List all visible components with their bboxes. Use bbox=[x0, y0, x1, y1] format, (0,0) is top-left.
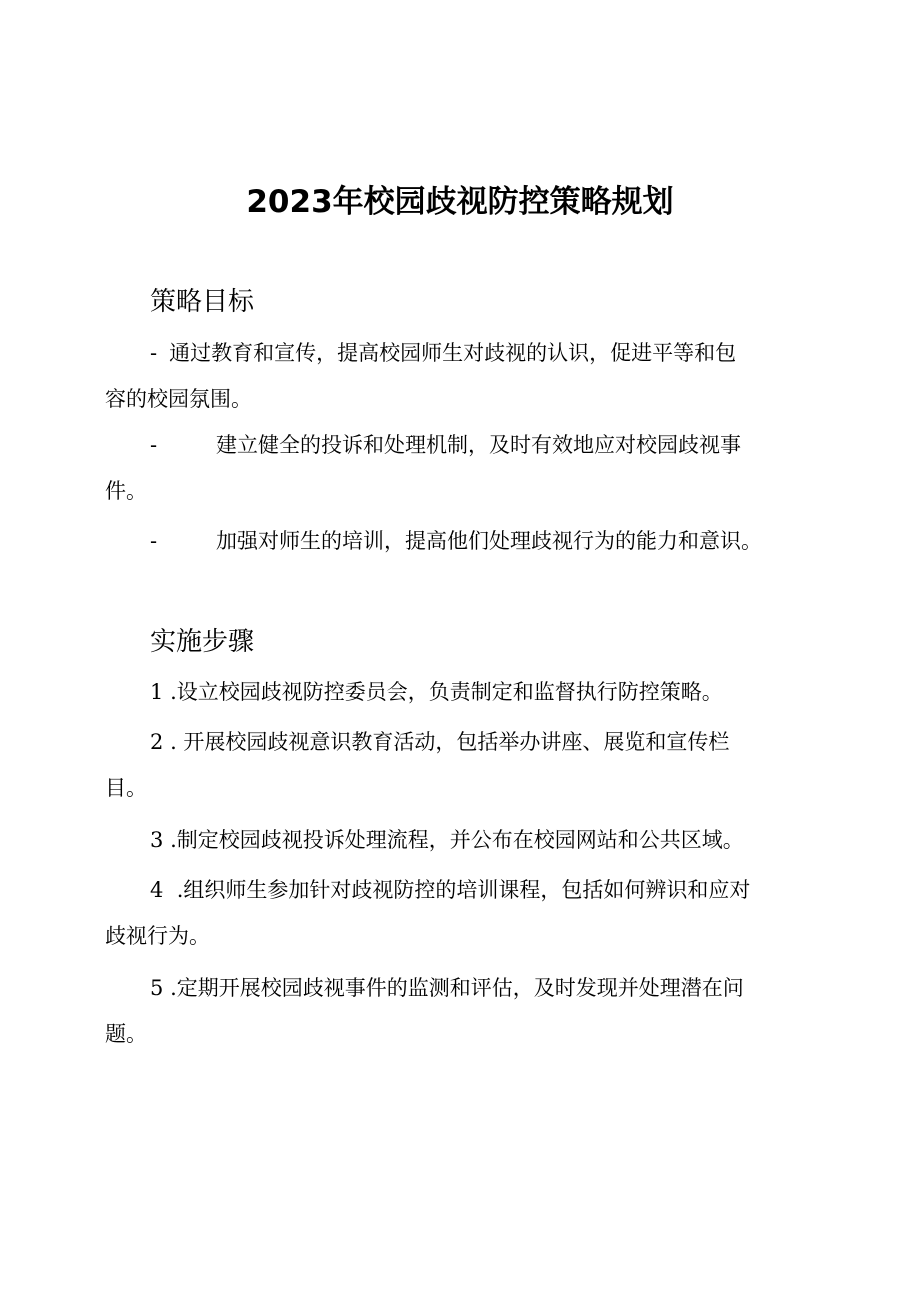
section-heading-steps: 实施步骤 bbox=[150, 627, 255, 657]
step-item-4-number: 4 bbox=[150, 878, 164, 902]
step-item-5-text-1: .定期开展校园歧视事件的监测和评估，及时发现并处理潜在问 bbox=[170, 976, 744, 1000]
step-item-4-text-2: 歧视行为。 bbox=[105, 924, 210, 948]
step-item-4 bbox=[105, 867, 815, 959]
document-title: 2023年校园歧视防控策略规划 bbox=[246, 184, 674, 220]
step-item-3-number: 3 bbox=[150, 828, 164, 852]
goal-item-3-marker: - bbox=[150, 529, 158, 553]
section-heading-goals: 策略目标 bbox=[150, 287, 255, 317]
step-item-1 bbox=[105, 669, 815, 715]
step-item-2-text-2: 目。 bbox=[105, 776, 147, 800]
goal-item-1 bbox=[105, 330, 815, 422]
goal-item-2-text-1: 建立健全的投诉和处理机制，及时有效地应对校园歧视事 bbox=[216, 433, 741, 457]
step-item-5-number: 5 bbox=[150, 976, 164, 1000]
goal-item-3 bbox=[105, 518, 815, 564]
step-item-1-number: 1 bbox=[150, 680, 164, 704]
step-item-5-text-2: 题。 bbox=[105, 1022, 147, 1046]
goal-item-3-text-1: 加强对师生的培训，提高他们处理歧视行为的能力和意识。 bbox=[216, 529, 762, 553]
goal-item-1-text-1: 通过教育和宣传，提高校园师生对歧视的认识，促进平等和包 bbox=[169, 341, 737, 365]
step-item-2-text-1: . 开展校园歧视意识教育活动，包括举办讲座、展览和宣传栏 bbox=[170, 730, 730, 754]
step-item-3-text-1: .制定校园歧视投诉处理流程，并公布在校园网站和公共区域。 bbox=[170, 828, 744, 852]
step-item-3 bbox=[105, 817, 815, 863]
goal-item-1-marker: - bbox=[150, 341, 158, 365]
step-item-2 bbox=[105, 719, 815, 811]
goal-item-2 bbox=[105, 422, 815, 514]
step-item-2-number: 2 bbox=[150, 730, 164, 754]
step-item-4-text-1: .组织师生参加针对歧视防控的培训课程，包括如何辨识和应对 bbox=[176, 878, 751, 902]
goal-item-1-text-2: 容的校园氛围。 bbox=[105, 387, 252, 411]
step-item-5 bbox=[105, 965, 815, 1057]
goal-item-2-text-2: 件。 bbox=[105, 479, 147, 503]
goal-item-2-marker: - bbox=[150, 433, 158, 457]
step-item-1-text-1: .设立校园歧视防控委员会，负责制定和监督执行防控策略。 bbox=[170, 680, 723, 704]
